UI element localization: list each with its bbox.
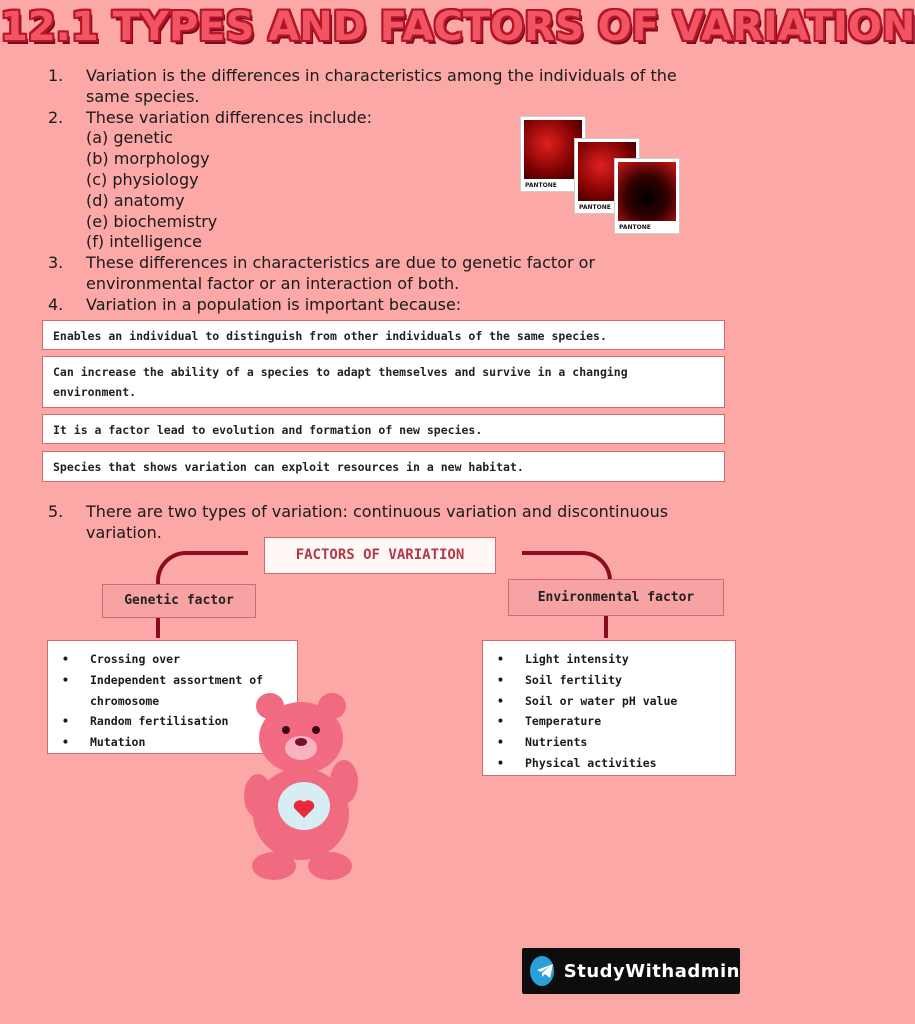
badge-label: StudyWithadmin	[563, 960, 740, 982]
connector-left-bottom	[156, 618, 160, 638]
genetic-factor-label: Genetic factor	[102, 584, 256, 618]
environmental-factor-list	[482, 640, 736, 776]
page-title: 12.1 TYPES AND FACTORS OF VARIATION	[0, 4, 915, 50]
swatch-card: PANTONE	[574, 138, 640, 214]
list-item: • Crossing over	[62, 652, 181, 666]
list-item: • Physical activities	[497, 755, 657, 770]
glitter-bear-sticker	[240, 686, 362, 882]
list-item: • Mutation	[62, 735, 146, 750]
list-item: • Soil fertility	[497, 672, 622, 687]
point-4: 4. Variation in a population is important because:	[48, 294, 462, 314]
list-item: • Random fertilisation	[62, 714, 229, 729]
factors-heading: FACTORS OF VARIATION	[264, 537, 496, 574]
list-item: • Light intensity	[497, 652, 629, 666]
point-5: 5. There are two types of variation: continuous variation and discontinuous variation.	[48, 502, 669, 542]
list-item: • Soil or water pH value	[497, 693, 678, 708]
telegram-icon	[530, 956, 554, 986]
point-2: 2. These variation differences include:	[48, 107, 372, 127]
importance-box: Species that shows variation can exploit resources in a new habitat.	[42, 451, 725, 482]
difference-item: (a) genetic	[86, 128, 173, 148]
difference-item: (c) physiology	[86, 169, 199, 189]
difference-item: (f) intelligence	[86, 232, 203, 252]
list-item: • Nutrients	[497, 735, 588, 750]
connector-right-bottom	[604, 616, 608, 638]
difference-item: (e) biochemistry	[86, 211, 218, 231]
swatch-card: PANTONE	[614, 158, 680, 234]
list-item: • Independent assortment of chromosome	[62, 672, 264, 708]
point-3: 3. These differences in characteristics are due to genetic factor or environmental factor or an interaction of both.	[48, 253, 596, 293]
importance-box: Can increase the ability of a species to adapt themselves and survive in a changing environment.	[42, 356, 725, 408]
difference-item: (b) morphology	[86, 149, 210, 169]
studywithadmin-badge[interactable]	[522, 948, 740, 994]
list-item: • Temperature	[497, 714, 602, 729]
point-1: 1. Variation is the differences in characteristics among the individuals of the same species.	[48, 66, 677, 106]
swatch-card: PANTONE	[520, 116, 586, 192]
difference-item: (d) anatomy	[86, 190, 185, 210]
pantone-swatches-image	[520, 116, 690, 242]
environmental-factor-label: Environmental factor	[508, 579, 724, 616]
importance-box: Enables an individual to distinguish from other individuals of the same species.	[42, 320, 725, 350]
importance-box: It is a factor lead to evolution and formation of new species.	[42, 414, 725, 444]
